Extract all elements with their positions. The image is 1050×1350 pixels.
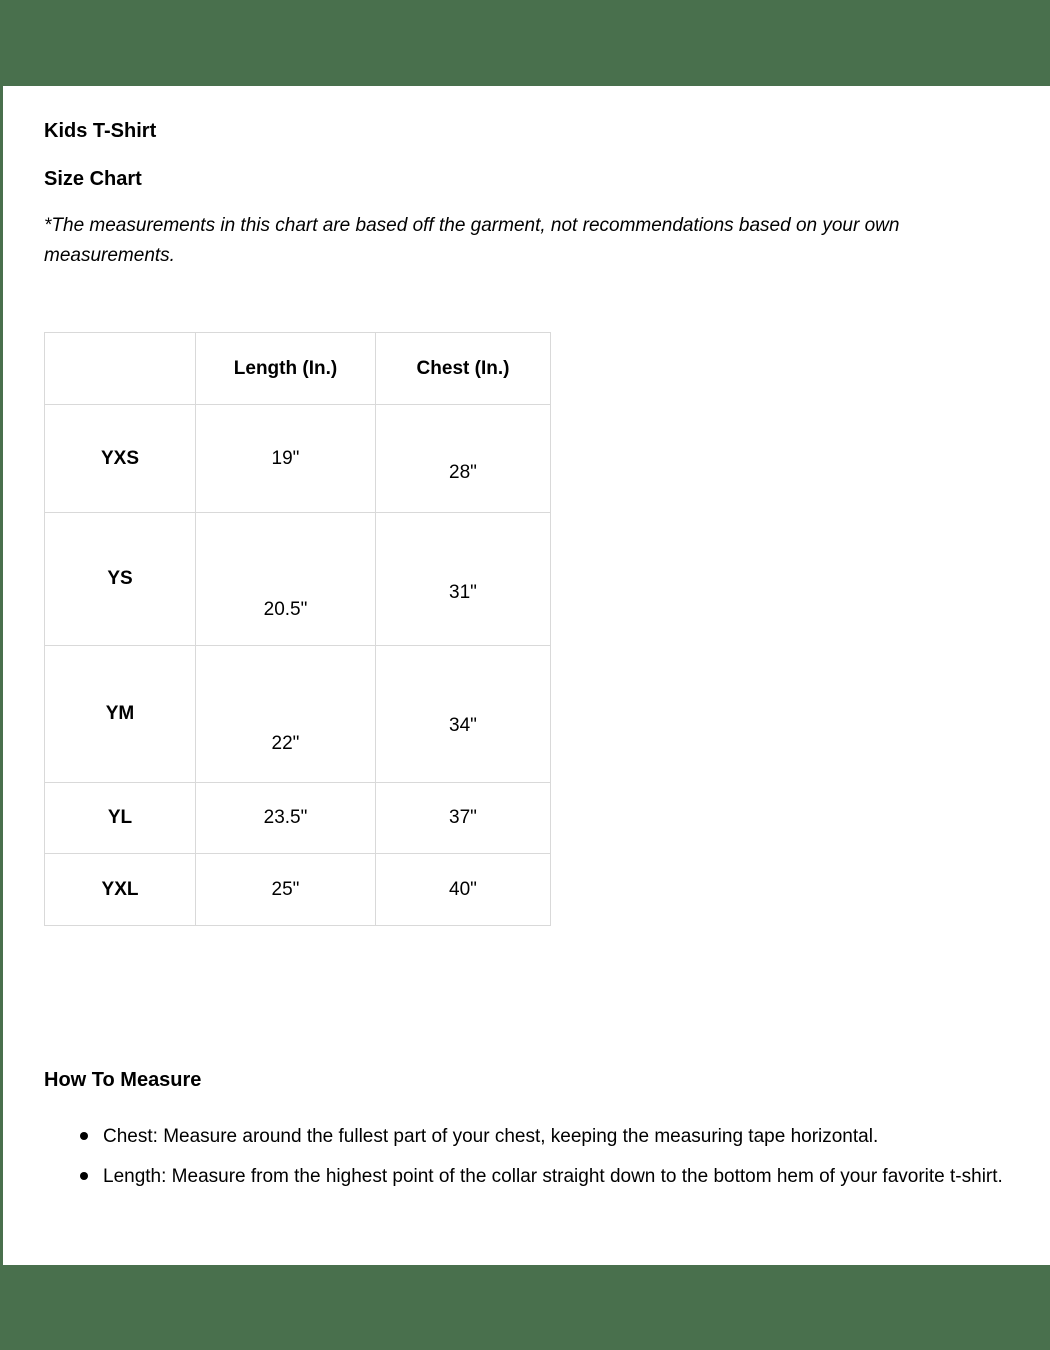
how-to-measure-heading: How To Measure: [44, 1069, 202, 1091]
length-cell: 20.5": [196, 513, 376, 646]
content-panel: [3, 86, 1050, 1265]
chest-cell: 34": [376, 646, 551, 783]
table-row-yxl: [45, 854, 551, 926]
chest-cell: 40": [376, 854, 551, 926]
bullet-icon: [80, 1172, 88, 1180]
size-cell: YM: [45, 646, 196, 783]
list-item-length: [80, 1161, 1020, 1192]
length-cell: 22": [196, 646, 376, 783]
table-row-ym: [45, 646, 551, 783]
measure-instructions-list: [80, 1121, 1020, 1192]
bullet-icon: [80, 1132, 88, 1140]
table-header-row: [45, 333, 551, 405]
length-cell: 19": [196, 405, 376, 513]
size-cell: YXL: [45, 854, 196, 926]
length-cell: 25": [196, 854, 376, 926]
instruction-text: Length: Measure from the highest point of the collar straight down to the bottom hem of your favorite t-shirt.: [103, 1166, 1003, 1187]
list-item-chest: [80, 1121, 1020, 1152]
size-cell: YS: [45, 513, 196, 646]
page-content: [3, 119, 1050, 1192]
size-column-header: [45, 333, 196, 405]
table-row-yxs: [45, 405, 551, 513]
size-chart-heading: Size Chart: [44, 168, 142, 190]
length-column-header: Length (In.): [196, 333, 376, 405]
table-row-ys: [45, 513, 551, 646]
instruction-text: Chest: Measure around the fullest part of your chest, keeping the measuring tape horizontal.: [103, 1126, 879, 1147]
size-chart-table: [44, 332, 551, 926]
size-cell: YL: [45, 783, 196, 854]
length-cell: 23.5": [196, 783, 376, 854]
size-cell: YXS: [45, 405, 196, 513]
chest-cell: 31": [376, 513, 551, 646]
chest-cell: 37": [376, 783, 551, 854]
disclaimer-note: *The measurements in this chart are based off the garment, not recommendations based on your own measurements.: [44, 215, 900, 266]
product-title: Kids T-Shirt: [44, 120, 157, 142]
chest-cell: 28": [376, 405, 551, 513]
chest-column-header: Chest (In.): [376, 333, 551, 405]
table-row-yl: [45, 783, 551, 854]
